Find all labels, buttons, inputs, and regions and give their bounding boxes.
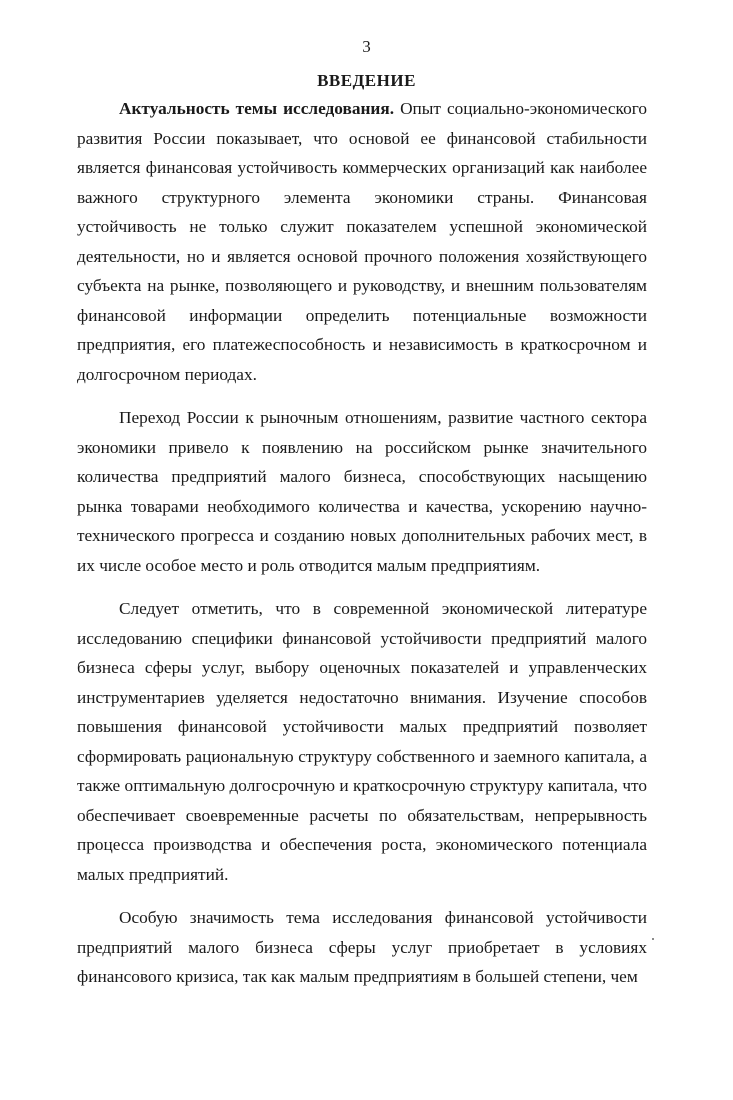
- paragraph-lead: Актуальность темы исследования.: [119, 99, 395, 118]
- paragraph-text: Следует отметить, что в современной экономической литературе исследованию специфики финансовой устойчивости предприятий малого бизнеса сферы услуг, выбору оценочных показателей и управленческих инструментариев уделяется недостаточно внимания. Изучение способов повышения финансовой устойчивости малых предприятий позволяет сформировать рациональную структуру собственного и заемного капитала, а также оптимальную долгосрочную и краткосрочную структуру капитала, что обеспечивает своевременные расчеты по обязательствам, непрерывность процесса производства и обеспечения роста, экономического потенциала малых предприятий.: [77, 599, 647, 884]
- paragraph-relevance: [77, 94, 647, 389]
- paragraph-literature: [77, 594, 647, 889]
- paragraph-text: Переход России к рыночным отношениям, развитие частного сектора экономики привело к появлению на российском рынке значительного количества предприятий малого бизнеса, способствующих насыщению рынка товарами необходимого количества и качества, ускорению научно-технического прогресса и созданию новых дополнительных рабочих мест, в их числе особое место и роль отводится малым предприятиям.: [77, 408, 647, 575]
- page-number: 3: [362, 37, 371, 56]
- paragraph-significance: [77, 903, 647, 992]
- paragraph-text: Особую значимость тема исследования финансовой устойчивости предприятий малого бизнеса сферы услуг приобретает в условиях финансового кризиса, так как малым предприятиям в большей степени, чем: [77, 908, 647, 986]
- section-heading: ВВЕДЕНИЕ: [317, 71, 416, 90]
- body-text: [77, 94, 647, 1006]
- scan-speck: [652, 938, 654, 940]
- paragraph-text: Опыт социально-экономического развития России показывает, что основой ее финансовой стабильности является финансовая устойчивость коммерческих организаций как наиболее важного структурного элемента экономики страны. Финансовая устойчивость не только служит показателем успешной экономической деятельности, но и является основой прочного положения хозяйствующего субъекта на рынке, позволяющего и руководству, и внешним пользователям финансовой информации определить потенциальные возможности предприятия, его платежеспособность и независимость в краткосрочном и долгосрочном периодах.: [77, 99, 648, 384]
- paragraph-transition: [77, 403, 647, 580]
